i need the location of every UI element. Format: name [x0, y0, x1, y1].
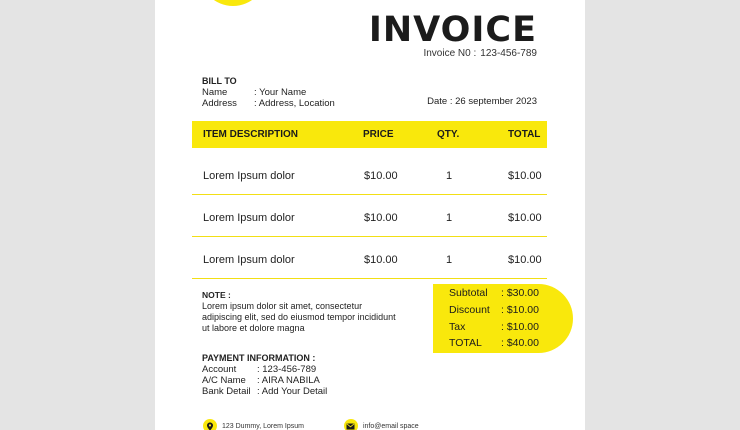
- tax-value: : $10.00: [501, 321, 539, 333]
- header-price: PRICE: [363, 129, 394, 140]
- row-total: $10.00: [508, 254, 542, 266]
- footer: [203, 419, 419, 430]
- total-value: : $40.00: [501, 337, 539, 349]
- row-qty: 1: [446, 254, 453, 266]
- note-text: Lorem ipsum dolor sit amet, consectetur adipiscing elit, sed do eiusmod tempor incididunt ut labore et dolore magna: [202, 301, 396, 333]
- summary-box: [433, 284, 573, 353]
- tax-label: Tax: [449, 321, 466, 333]
- row-description: Lorem Ipsum dolor: [203, 212, 295, 224]
- account-label: Account: [202, 364, 237, 375]
- row-qty: 1: [446, 170, 453, 182]
- note-heading: NOTE :: [202, 290, 231, 300]
- row-total: $10.00: [508, 170, 542, 182]
- row-price: $10.00: [364, 212, 398, 224]
- account-name-row: [202, 375, 327, 386]
- bill-to-name-value: : Your Name: [254, 87, 307, 98]
- bill-to-heading: BILL TO: [202, 76, 237, 86]
- row-price: $10.00: [364, 170, 398, 182]
- bill-to-name-row: [202, 87, 335, 98]
- row-description: Lorem Ipsum dolor: [203, 254, 295, 266]
- footer-email-text: info@email space: [362, 422, 419, 430]
- footer-address: [203, 419, 304, 430]
- invoice-title: INVOICE: [368, 10, 537, 50]
- invoice-sheet: [155, 0, 585, 430]
- table-row: [192, 236, 547, 279]
- bill-to-section: [202, 76, 335, 109]
- row-qty: 1: [446, 212, 453, 224]
- total-label: TOTAL: [449, 337, 482, 349]
- bill-to-name-label: Name: [202, 87, 228, 98]
- table-row: [192, 194, 547, 237]
- account-name-value: : AIRA NABILA: [257, 375, 320, 386]
- decorative-yellow-shape: [200, 0, 266, 6]
- row-description: Lorem Ipsum dolor: [203, 170, 295, 182]
- note-section: [202, 290, 402, 334]
- header-total: TOTAL: [508, 129, 541, 140]
- invoice-number: [423, 48, 537, 59]
- invoice-number-label: Invoice N0 :: [423, 48, 477, 59]
- account-value: : 123-456-789: [257, 364, 317, 375]
- footer-email: [344, 419, 419, 430]
- bill-to-address-label: Address: [202, 98, 237, 109]
- invoice-number-value: 123-456-789: [480, 48, 537, 59]
- account-row: [202, 364, 327, 375]
- payment-section: [202, 353, 327, 397]
- subtotal-label: Subtotal: [449, 287, 488, 299]
- header-item-description: ITEM DESCRIPTION: [203, 129, 299, 140]
- total-row: [449, 337, 539, 349]
- bill-to-address-value: : Address, Location: [254, 98, 335, 109]
- table-header: [192, 121, 547, 148]
- discount-label: Discount: [449, 304, 490, 316]
- bank-detail-label: Bank Detail: [202, 386, 251, 397]
- payment-heading: PAYMENT INFORMATION :: [202, 353, 316, 363]
- subtotal-value: : $30.00: [501, 287, 539, 299]
- table-row: [192, 152, 547, 195]
- account-name-label: A/C Name: [202, 375, 246, 386]
- email-icon: [344, 419, 358, 430]
- row-price: $10.00: [364, 254, 398, 266]
- bill-to-address-row: [202, 98, 335, 109]
- location-pin-icon: [203, 419, 217, 430]
- discount-value: : $10.00: [501, 304, 539, 316]
- footer-address-text: 123 Dummy, Lorem Ipsum: [222, 422, 304, 430]
- tax-row: [449, 321, 539, 333]
- row-total: $10.00: [508, 212, 542, 224]
- bank-detail-row: [202, 386, 327, 397]
- invoice-date: Date : 26 september 2023: [427, 96, 537, 107]
- discount-row: [449, 304, 539, 316]
- header-qty: QTY.: [437, 129, 460, 140]
- bank-detail-value: : Add Your Detail: [257, 386, 328, 397]
- subtotal-row: [449, 287, 539, 299]
